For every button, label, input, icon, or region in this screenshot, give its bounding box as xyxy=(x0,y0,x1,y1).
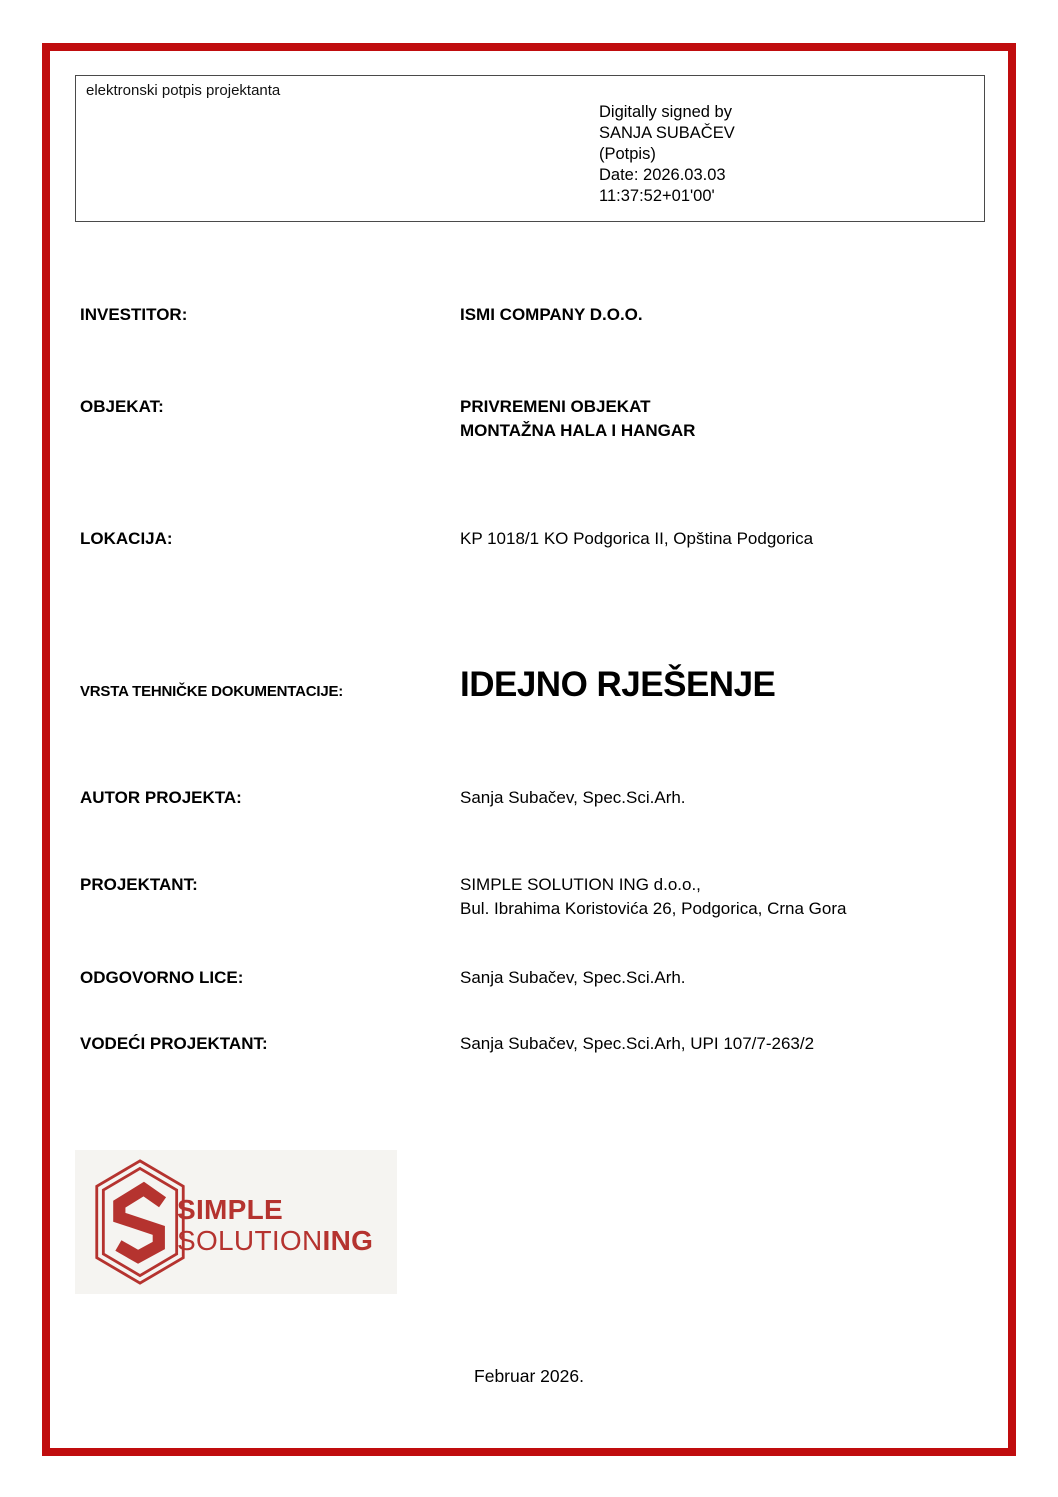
field-label: VODEĆI PROJEKTANT: xyxy=(80,1034,268,1053)
logo-hexagon-s-icon xyxy=(93,1159,187,1285)
field-label: VRSTA TEHNIČKE DOKUMENTACIJE: xyxy=(80,683,344,700)
signature-line: 11:37:52+01'00' xyxy=(599,187,715,205)
field-value-line: SIMPLE SOLUTION ING d.o.o., xyxy=(460,875,701,894)
signature-box-label: elektronski potpis projektanta xyxy=(86,82,281,99)
field-value: KP 1018/1 KO Podgorica II, Opština Podgorica xyxy=(460,529,814,548)
signature-line: SANJA SUBAČEV xyxy=(599,124,735,142)
field-label: LOKACIJA: xyxy=(80,529,173,548)
document-title: IDEJNO RJEŠENJE xyxy=(460,665,776,704)
field-row-vodeci-projektant xyxy=(80,1032,970,1056)
digital-signature-text xyxy=(599,102,735,207)
field-value: Sanja Subačev, Spec.Sci.Arh. xyxy=(460,788,686,807)
field-label: PROJEKTANT: xyxy=(80,875,198,894)
field-row-vrsta-dokumentacije xyxy=(80,664,970,706)
field-row-projektant xyxy=(80,873,970,921)
logo-word-simple: SIMPLE xyxy=(177,1194,284,1225)
signature-line: (Potpis) xyxy=(599,145,656,163)
field-row-autor-projekta xyxy=(80,786,970,810)
field-label: ODGOVORNO LICE: xyxy=(80,968,244,987)
field-value: ISMI COMPANY D.O.O. xyxy=(460,305,643,324)
field-value-line: PRIVREMENI OBJEKAT xyxy=(460,397,651,416)
footer-date: Februar 2026. xyxy=(474,1366,584,1386)
field-row-investitor xyxy=(80,303,970,327)
field-label: INVESTITOR: xyxy=(80,305,188,324)
field-value: Sanja Subačev, Spec.Sci.Arh, UPI 107/7-263/2 xyxy=(460,1034,815,1053)
logo-word-solution: SOLUTION xyxy=(177,1225,323,1256)
field-value xyxy=(460,873,970,921)
signature-line: Digitally signed by xyxy=(599,103,732,121)
field-value: Sanja Subačev, Spec.Sci.Arh. xyxy=(460,968,686,987)
field-row-lokacija xyxy=(80,527,970,551)
field-row-objekat xyxy=(80,395,970,443)
field-value-line: MONTAŽNA HALA I HANGAR xyxy=(460,421,696,440)
field-label: OBJEKAT: xyxy=(80,397,164,416)
logo-wordmark xyxy=(177,1194,373,1256)
logo-word-solutioning xyxy=(177,1225,373,1256)
field-row-odgovorno-lice xyxy=(80,966,970,990)
company-logo xyxy=(75,1150,397,1294)
field-value-line: Bul. Ibrahima Koristovića 26, Podgorica, Crna Gora xyxy=(460,899,847,918)
field-label: AUTOR PROJEKTA: xyxy=(80,788,242,807)
signature-line: Date: 2026.03.03 xyxy=(599,166,726,184)
logo-word-ing: ING xyxy=(322,1225,374,1256)
field-value xyxy=(460,395,970,443)
signature-box xyxy=(75,75,985,222)
